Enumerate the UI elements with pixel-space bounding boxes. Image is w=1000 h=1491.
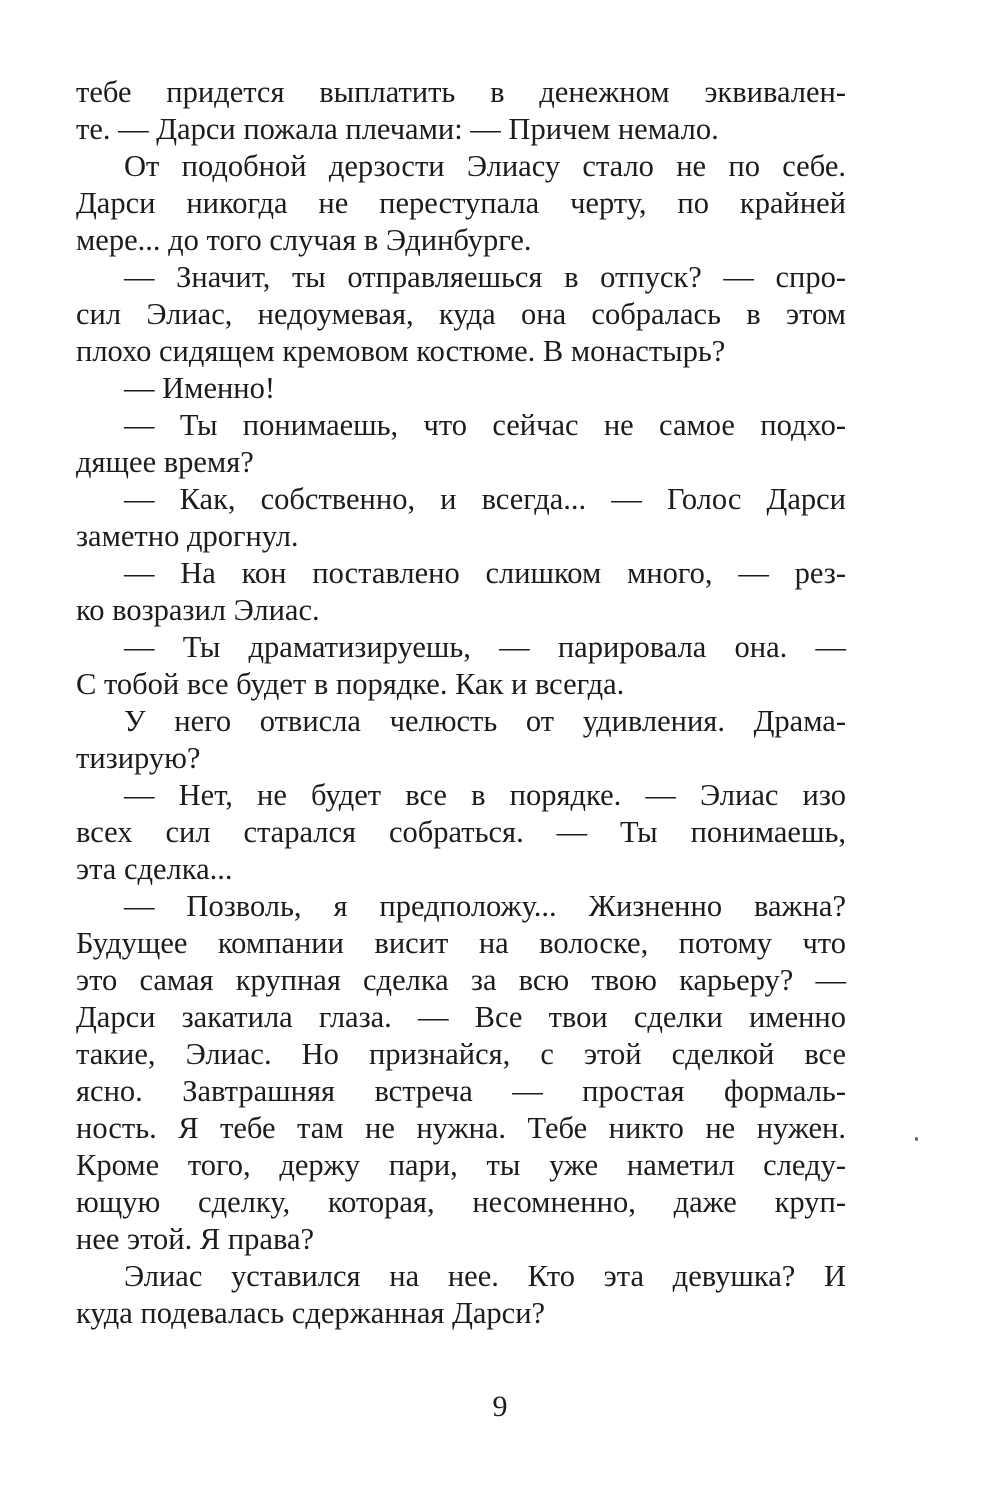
text-line: Дарси закатила глаза. — Все твои сделки именно <box>76 1000 846 1034</box>
text-line: сил Элиас, недоумевая, куда она собралась в этом <box>76 297 846 331</box>
paragraph <box>76 1258 846 1332</box>
text-line: это самая крупная сделка за всю твою карьеру? — <box>76 963 846 997</box>
text-line: С тобой все будет в порядке. Как и всегда. <box>76 667 625 701</box>
text-line: эта сделка... <box>76 852 233 886</box>
text-line: — Позволь, я предположу... Жизненно важна? <box>124 889 846 923</box>
text-line: Элиас уставился на нее. Кто эта девушка? И <box>124 1259 846 1293</box>
text-line: такие, Элиас. Но признайся, с этой сделкой все <box>76 1037 846 1071</box>
text-line: ющую сделку, которая, несомненно, даже круп- <box>76 1185 846 1219</box>
paragraph <box>76 555 846 629</box>
text-line: Будущее компании висит на волоске, потому что <box>76 926 846 960</box>
paragraph <box>76 259 846 370</box>
text-line: мере... до того случая в Эдинбурге. <box>76 223 532 257</box>
text-line: — Значит, ты отправляешься в отпуск? — спро- <box>124 260 846 294</box>
text-line: Кроме того, держу пари, ты уже наметил следу- <box>76 1148 846 1182</box>
text-line: всех сил старался собраться. — Ты понимаешь, <box>76 815 846 849</box>
text-line: тебе придется выплатить в денежном эквивален- <box>76 75 846 109</box>
paragraph <box>76 407 846 481</box>
text-line: ность. Я тебе там не нужна. Тебе никто не нужен. <box>76 1111 846 1145</box>
text-line: От подобной дерзости Элиасу стало не по себе. <box>124 149 846 183</box>
text-line: ко возразил Элиас. <box>76 593 320 627</box>
text-line: — На кон поставлено слишком много, — рез- <box>124 556 846 590</box>
paragraph <box>76 74 846 148</box>
paragraph <box>76 629 846 703</box>
paragraph <box>76 703 846 777</box>
text-line: — Именно! <box>124 371 276 405</box>
paragraph <box>76 777 846 888</box>
body-text <box>76 74 846 1332</box>
text-line: те. — Дарси пожала плечами: — Причем немало. <box>76 112 719 146</box>
text-line: ясно. Завтрашняя встреча — простая формаль- <box>76 1074 846 1108</box>
text-line: У него отвисла челюсть от удивления. Драма- <box>124 704 846 738</box>
text-line: — Ты понимаешь, что сейчас не самое подхо- <box>124 408 846 442</box>
paragraph <box>76 148 846 259</box>
paragraph <box>76 481 846 555</box>
text-line: Дарси никогда не переступала черту, по крайней <box>76 186 846 220</box>
paragraph <box>76 370 846 407</box>
text-line: тизирую? <box>76 741 201 775</box>
text-line: плохо сидящем кремовом костюме. В монастырь? <box>76 334 726 368</box>
text-line: — Нет, не будет все в порядке. — Элиас изо <box>124 778 846 812</box>
text-line: заметно дрогнул. <box>76 519 299 553</box>
text-line: — Ты драматизируешь, — парировала она. — <box>124 630 846 664</box>
text-line: дящее время? <box>76 445 254 479</box>
text-line: нее этой. Я права? <box>76 1222 315 1256</box>
paragraph <box>76 888 846 1258</box>
text-line: куда подевалась сдержанная Дарси? <box>76 1296 546 1330</box>
text-line: — Как, собственно, и всегда... — Голос Дарси <box>124 482 846 516</box>
page-number: 9 <box>492 1390 508 1423</box>
scan-speck <box>915 1137 918 1141</box>
